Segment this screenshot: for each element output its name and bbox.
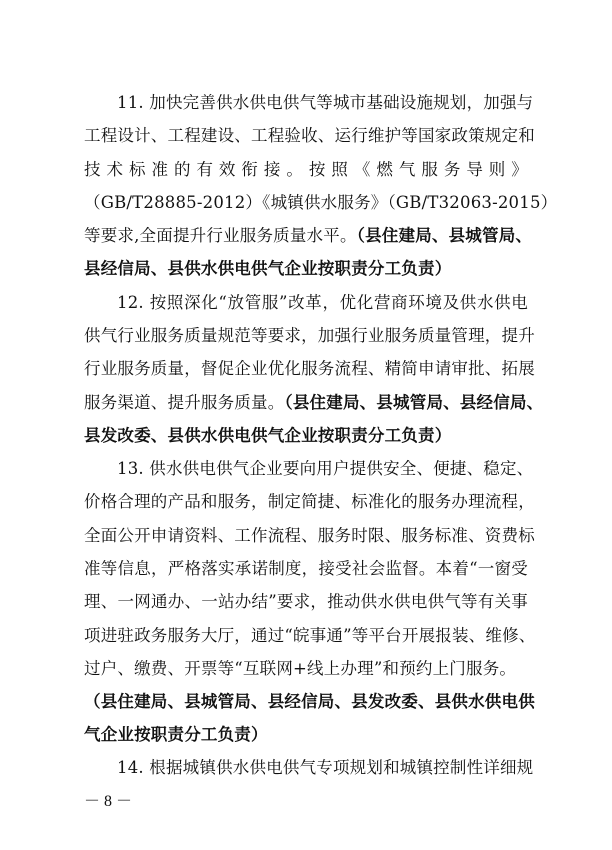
text-line [117, 93, 534, 113]
text-line [84, 592, 528, 612]
responsible-departments-text: （县住建局、县城管局、县经信局、县发改委、县供水供电供 [84, 692, 535, 711]
body-text: 价格合理的产品和服务，制定简捷、标准化的服务办理流程， [84, 492, 535, 511]
body-text: 13. 供水供电供气企业要向用户提供安全、便捷、稳定、 [117, 459, 534, 478]
body-text: 服务渠道、提升服务质量。 [84, 393, 285, 412]
body-text: 技术标准的有效衔接。按照《燃气服务导则》 [84, 160, 528, 179]
text-line [117, 758, 534, 778]
body-text: 12. 按照深化“放管服”改革，优化营商环境及供水供电 [117, 293, 528, 312]
body-text: 14. 根据城镇供水供电供气专项规划和城镇控制性详细规 [117, 758, 534, 777]
body-text: 行业服务质量，督促企业优化服务流程、精简申请审批、拓展 [84, 359, 535, 378]
body-text: 11. 加快完善供水供电供气等城市基础设施规划，加强与 [117, 93, 534, 112]
text-line [84, 193, 558, 213]
text-line [84, 526, 535, 546]
text-line [84, 126, 535, 146]
body-text: 项进驻政务服务大厅，通过“皖事通”等平台开展报装、维修、 [84, 626, 536, 645]
body-text: 等要求,全面提升行业服务质量水平。 [84, 226, 357, 245]
text-line [84, 359, 535, 379]
body-text: 理、一网通办、一站办结”要求，推动供水供电供气等有关事 [84, 592, 528, 611]
text-line [84, 393, 544, 413]
responsible-departments-text: （县住建局、县城管局、县经信局、 [284, 393, 544, 412]
text-line [84, 326, 535, 346]
text-line [84, 426, 528, 446]
text-line [84, 626, 536, 646]
text-line [117, 293, 528, 313]
body-text: 全面公开申请资料、工作流程、服务时限、服务标准、资费标 [84, 526, 535, 545]
text-line [84, 659, 528, 679]
text-line [84, 492, 535, 512]
text-line [84, 559, 528, 579]
responsible-departments-text: 县发改委、县供水供电供气企业按职责分工负责） [84, 426, 452, 445]
text-line [84, 259, 528, 279]
responsible-departments-text: （县住建局、县城管局、 [356, 226, 533, 245]
text-line [84, 725, 528, 745]
page-number: － 8 － [84, 793, 133, 810]
text-line [117, 459, 534, 479]
body-text: 工程设计、工程建设、工程验收、运行维护等国家政策规定和 [84, 126, 535, 145]
body-text: 供气行业服务质量规范等要求，加强行业服务质量管理，提升 [84, 326, 535, 345]
body-text: 准等信息，严格落实承诺制度，接受社会监督。本着“一窗受 [84, 559, 528, 578]
responsible-departments-text: 县经信局、县供水供电供气企业按职责分工负责） [84, 259, 452, 278]
responsible-departments-text: 气企业按职责分工负责） [84, 725, 268, 744]
text-line [84, 160, 528, 180]
text-line [84, 692, 535, 712]
body-text: 过户、缴费、开票等“互联网+线上办理”和预约上门服务。 [84, 659, 517, 678]
text-line [84, 226, 533, 246]
body-text: （GB/T28885-2012）《城镇供水服务》（GB/T32063-2015） [84, 193, 558, 212]
